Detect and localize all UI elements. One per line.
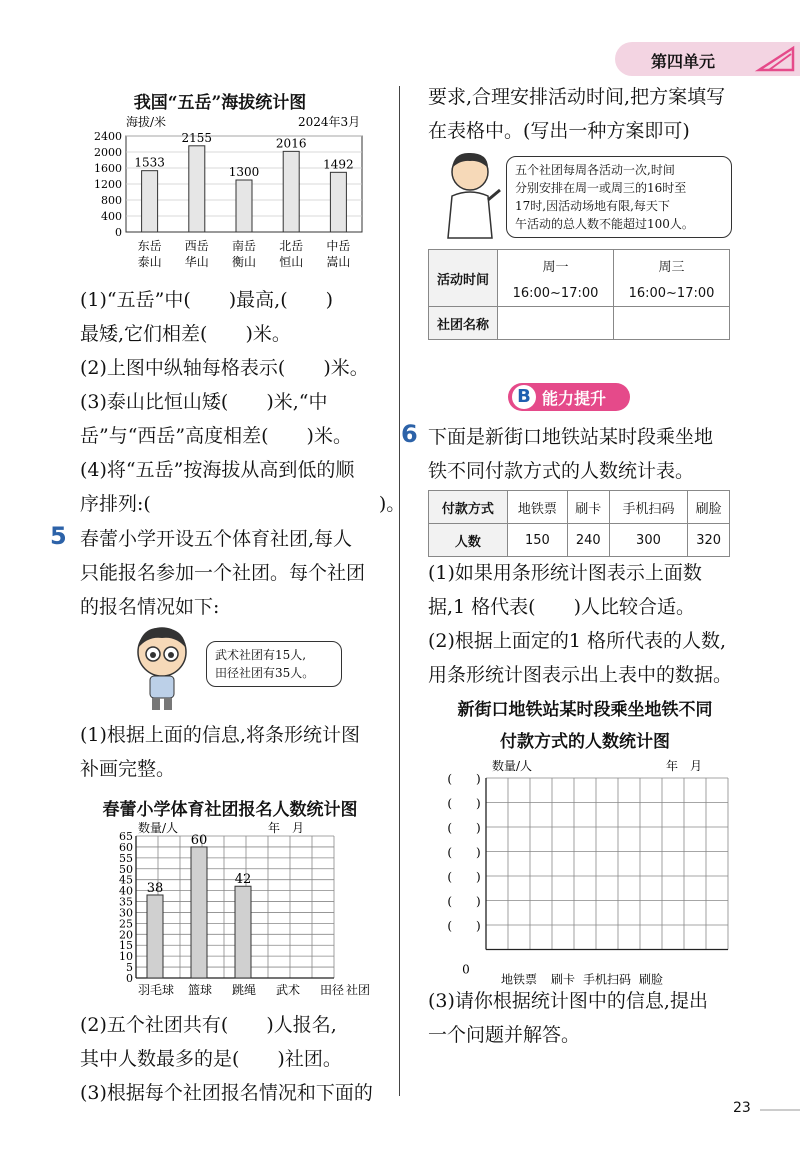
chart3-x-label: 刷卡 (550, 972, 576, 987)
chart2-y-tick: 55 (119, 851, 133, 865)
chart1-y-tick: 400 (101, 210, 122, 223)
chart2-x-label: 羽毛球 (137, 983, 175, 997)
club-name-header: 社团名称 (429, 307, 498, 340)
chart2-y-tick: 5 (126, 961, 133, 975)
chart3-y-tick-blank: ( ) (447, 894, 481, 909)
page-rule (760, 1109, 800, 1111)
monday-time: 16:00~17:00 (498, 280, 614, 307)
chart1-x-label-2: 恒山 (279, 255, 304, 269)
bubble-line-2: 田径社团有35人。 (215, 666, 315, 680)
q5-line-4: (1)根据上面的信息,将条形统计图 (80, 724, 360, 746)
q5-number: 5 (50, 522, 67, 550)
chart2-title: 春蕾小学体育社团报名人数统计图 (102, 800, 358, 820)
chart1-x-label-1: 中岳 (326, 239, 351, 253)
q6-line-1: 下面是新街口地铁站某时段乘坐地 (428, 426, 714, 448)
chart2-x-label: 跳绳 (231, 983, 257, 997)
q4-line-7: 序排列:( )。 (80, 493, 406, 515)
wednesday-club-cell[interactable] (614, 307, 730, 340)
q4-line-1: (1)“五岳”中( )最高,( ) (80, 289, 334, 311)
chart1-date: 2024年3月 (298, 115, 361, 129)
chart1-bar-label: 1492 (323, 157, 354, 172)
chart2-x-label: 武术 (275, 983, 301, 997)
chart3-zero-label: 0 (462, 962, 470, 977)
right-line-1: 要求,合理安排活动时间,把方案填写 (428, 86, 726, 108)
payment-header-3: 手机扫码 (609, 491, 688, 524)
monday-header: 周一 (498, 250, 614, 281)
q6-line-6: 用条形统计图表示出上表中的数据。 (428, 664, 733, 686)
payment-value-2: 240 (568, 524, 610, 557)
chart1-y-tick: 0 (115, 226, 122, 239)
chart3-x-label: 地铁票 (500, 972, 538, 987)
bubble-line-1: 武术社团有15人, (215, 648, 307, 662)
wednesday-header: 周三 (614, 250, 730, 281)
q5-line-8: (3)根据每个社团报名情况和下面的 (80, 1082, 373, 1104)
chart2-y-tick: 45 (119, 873, 133, 887)
chart1-bar-label: 1300 (228, 165, 260, 179)
chart1-y-tick: 800 (101, 194, 122, 207)
chart1-y-tick: 2400 (94, 130, 122, 143)
chart1-x-label-1: 北岳 (279, 239, 304, 253)
q6-chart-title-2: 付款方式的人数统计图 (500, 732, 670, 752)
chart1-bar (236, 180, 252, 232)
q6-line-3: (1)如果用条形统计图表示上面数 (428, 562, 702, 584)
chart2-unit-label: 数量/人 (138, 821, 179, 835)
column-divider (399, 86, 400, 1096)
rules-speech-bubble (506, 156, 732, 238)
chart1-bar (189, 146, 205, 232)
mountain-height-chart (78, 112, 378, 277)
chart2-x-label: 篮球 (187, 983, 213, 997)
ruler-icon (755, 44, 797, 74)
chart2-date: 年 月 (268, 821, 305, 835)
chart1-x-label-2: 泰山 (137, 255, 162, 269)
chart1-unit-label: 海拔/米 (126, 115, 167, 129)
blank-payment-chart[interactable] (440, 756, 740, 987)
unit-tab (615, 42, 800, 76)
section-b-title: 能力提升 (542, 389, 607, 408)
q6-chart-unit: 数量/人 (492, 759, 533, 773)
q6-line-2: 铁不同付款方式的人数统计表。 (428, 460, 695, 482)
payment-table (428, 490, 730, 557)
chart2-y-tick: 25 (119, 917, 133, 931)
chart2-y-tick: 15 (119, 939, 133, 953)
chart2-y-tick: 65 (119, 830, 133, 843)
chart2-bar (235, 886, 251, 978)
section-b-badge (508, 383, 630, 411)
chart1-x-label-2: 嵩山 (326, 255, 351, 269)
club-registration-chart (100, 818, 371, 1003)
boy-illustration (128, 626, 198, 712)
chart1-title: 我国“五岳”海拔统计图 (133, 93, 307, 113)
chart2-x-label: 田径 (319, 983, 345, 997)
page-number: 23 (733, 1100, 751, 1116)
rules-line-2: 分别安排在周一或周三的16时至 (515, 181, 687, 195)
q4-line-5: 岳”与“西岳”高度相差( )米。 (80, 425, 352, 447)
chart2-bar-label: 42 (234, 872, 252, 888)
rules-line-4: 午活动的总人数不能超过100人。 (515, 217, 694, 231)
chart2-axis-end-label: 社团 (346, 983, 371, 997)
payment-header-1: 地铁票 (507, 491, 567, 524)
q5-speech-bubble (206, 641, 342, 687)
schedule-time-header: 活动时间 (429, 250, 498, 307)
chart3-y-tick-blank: ( ) (447, 821, 481, 835)
q6-line-4: 据,1 格代表( )人比较合适。 (428, 596, 695, 618)
chart2-bar-label: 60 (190, 832, 208, 848)
payment-header-0: 付款方式 (429, 491, 508, 524)
chart1-bar-label: 1533 (134, 155, 165, 170)
q5-line-7: 其中人数最多的是( )社团。 (80, 1048, 342, 1070)
wednesday-time: 16:00~17:00 (614, 280, 730, 307)
q4-line-3: (2)上图中纵轴每格表示( )米。 (80, 357, 369, 379)
payment-value-0: 人数 (429, 524, 508, 557)
chart3-y-tick-blank: ( ) (447, 919, 481, 933)
q4-line-2: 最矮,它们相差( )米。 (80, 323, 291, 345)
chart1-x-label-1: 东岳 (137, 239, 162, 253)
chart3-x-label: 刷脸 (638, 972, 664, 987)
chart2-y-tick: 20 (119, 928, 133, 942)
chart1-x-label-1: 南岳 (231, 239, 257, 253)
chart2-bar-label: 38 (146, 880, 164, 896)
monday-club-cell[interactable] (498, 307, 614, 340)
chart1-y-tick: 2000 (94, 146, 122, 159)
chart2-bar (147, 895, 163, 978)
q5-line-2: 只能报名参加一个社团。每个社团 (80, 562, 366, 584)
chart1-x-label-2: 华山 (184, 255, 209, 269)
q6-line-7: (3)请你根据统计图中的信息,提出 (428, 990, 708, 1012)
chart3-y-tick-blank: ( ) (447, 772, 481, 786)
q4-line-4: (3)泰山比恒山矮( )米,“中 (80, 391, 328, 413)
chart1-y-tick: 1200 (94, 178, 122, 191)
q5-line-1: 春蕾小学开设五个体育社团,每人 (80, 528, 353, 550)
chart3-y-tick-blank: ( ) (447, 845, 481, 860)
section-b-letter: B (512, 385, 536, 409)
q5-line-3: 的报名情况如下: (80, 596, 220, 618)
chart2-y-tick: 0 (126, 972, 133, 985)
chart2-y-tick: 35 (119, 895, 133, 909)
q6-line-8: 一个问题并解答。 (428, 1024, 581, 1046)
payment-value-3: 300 (609, 524, 688, 557)
chart1-y-tick: 1600 (94, 162, 122, 175)
chart2-bar (191, 847, 207, 978)
q5-line-6: (2)五个社团共有( )人报名, (80, 1014, 337, 1036)
unit-title: 第四单元 (651, 52, 716, 71)
payment-value-1: 150 (507, 524, 567, 557)
chart1-x-label-1: 西岳 (184, 239, 209, 253)
chart1-bar-label: 2016 (275, 136, 307, 151)
q6-number: 6 (401, 420, 418, 448)
chart1-bar (330, 172, 346, 232)
schedule-table (428, 249, 730, 340)
chart1-bar (283, 151, 299, 232)
rules-line-1: 五个社团每周各活动一次,时间 (515, 163, 675, 177)
payment-value-4: 320 (688, 524, 730, 557)
rules-line-3: 17时,因活动场地有限,每天下 (515, 199, 670, 213)
q6-line-5: (2)根据上面定的1 格所代表的人数, (428, 630, 727, 652)
chart3-y-tick-blank: ( ) (447, 796, 481, 811)
chart2-y-tick: 60 (119, 840, 133, 854)
q5-line-5: 补画完整。 (80, 758, 176, 780)
chart2-y-tick: 30 (119, 906, 133, 920)
chart3-y-tick-blank: ( ) (447, 870, 481, 884)
chart2-y-tick: 10 (119, 950, 133, 964)
chart3-x-label: 手机扫码 (582, 972, 632, 987)
q6-chart-title-1: 新街口地铁站某时段乘坐地铁不同 (457, 700, 713, 720)
chart2-y-tick: 50 (119, 862, 133, 876)
payment-header-4: 刷脸 (688, 491, 730, 524)
q6-chart-date: 年 月 (666, 759, 703, 773)
man-illustration (438, 150, 504, 240)
q4-line-6: (4)将“五岳”按海拔从高到低的顺 (80, 459, 355, 481)
right-line-2: 在表格中。(写出一种方案即可) (428, 120, 690, 142)
chart1-bar-label: 2155 (181, 130, 213, 145)
chart1-bar (142, 171, 158, 232)
chart1-x-label-2: 衡山 (231, 255, 257, 269)
chart2-y-tick: 40 (119, 884, 133, 898)
payment-header-2: 刷卡 (568, 491, 610, 524)
